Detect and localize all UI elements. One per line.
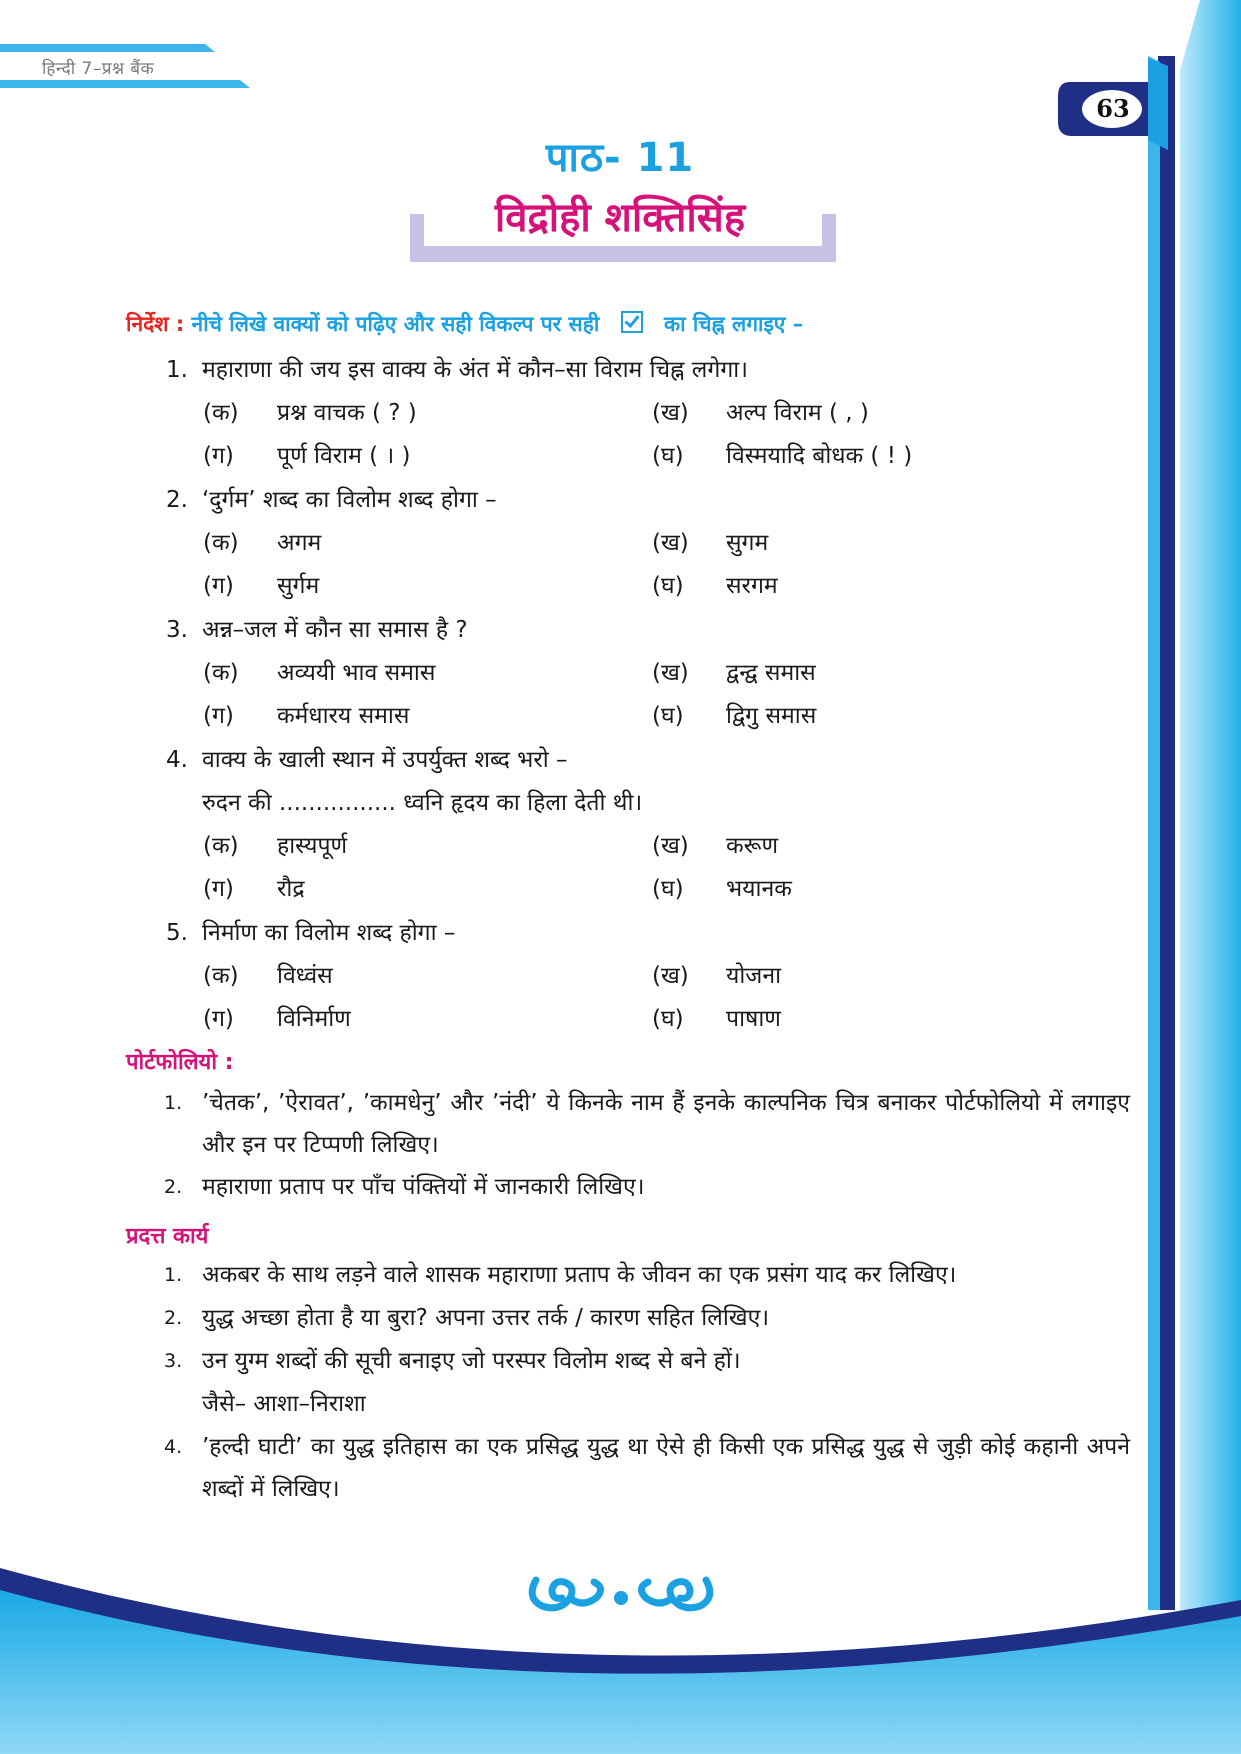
portfolio-item	[164, 1082, 1130, 1166]
option	[203, 871, 305, 903]
option-label: (क)	[203, 530, 239, 556]
option	[652, 525, 768, 557]
item-number: 2.	[164, 1176, 183, 1198]
assigned-item	[164, 1297, 1130, 1339]
instruction-label: निर्देश :	[126, 312, 185, 336]
assigned-work-heading: प्रदत्त कार्य	[126, 1224, 209, 1249]
option-label: (ग)	[203, 443, 234, 469]
item-number: 1.	[164, 1264, 183, 1286]
option-label: (ग)	[203, 703, 234, 729]
assigned-item	[164, 1426, 1130, 1510]
item-number: 2.	[164, 1307, 183, 1329]
item-text: उन युग्म शब्दों की सूची बनाइए जो परस्पर विलोम शब्द से बने हों।	[202, 1348, 741, 1374]
option-text: हास्यपूर्ण	[277, 833, 348, 859]
option-label: (क)	[203, 963, 239, 989]
option-label: (ख)	[652, 833, 689, 859]
option	[203, 438, 410, 470]
question-5	[166, 915, 455, 947]
option-label: (घ)	[652, 443, 684, 469]
option	[203, 568, 319, 600]
portfolio-item	[164, 1166, 1130, 1208]
question-number: 4.	[166, 747, 188, 773]
question-text: महाराणा की जय इस वाक्य के अंत में कौन–सा विराम चिह्न लगेगा।	[202, 357, 748, 383]
option-text: सुगम	[726, 530, 769, 556]
option-text: विस्मयादि बोधक ( ! )	[726, 443, 913, 469]
item-text: ’चेतक’, ’ऐरावत’, ’कामधेनु’ और ’नंदी’ ये किनके नाम हैं इनके काल्पनिक चित्र बनाकर पोर्टफोलियो में लगाइए और इन पर टिप्पणी लिखिए।	[202, 1090, 1130, 1158]
option-label: (ग)	[203, 573, 234, 599]
option-text: विनिर्माण	[277, 1006, 351, 1032]
question-text: ‘दुर्गम’ शब्द का विलोम शब्द होगा –	[202, 487, 497, 513]
option-text: भयानक	[726, 876, 792, 902]
option-label: (क)	[203, 400, 239, 426]
option-text: अव्ययी भाव समास	[277, 660, 436, 686]
option-text: योजना	[726, 963, 782, 989]
instruction-line	[126, 310, 803, 338]
option-text: द्वन्द्व समास	[726, 660, 816, 686]
option	[652, 871, 792, 903]
assigned-item	[164, 1340, 1130, 1382]
option-label: (ख)	[652, 963, 689, 989]
option-text: सरगम	[726, 573, 778, 599]
option	[652, 698, 816, 730]
option-text: कर्मधारय समास	[277, 703, 410, 729]
option-text: अल्प विराम ( , )	[726, 400, 869, 426]
question-3	[166, 612, 468, 644]
option-text: रौद्र	[277, 876, 305, 902]
option	[652, 958, 781, 990]
option	[203, 698, 409, 730]
option-label: (घ)	[652, 573, 684, 599]
question-text: वाक्य के खाली स्थान में उपर्युक्त शब्द भरो –	[202, 747, 568, 773]
option-text: द्विगु समास	[726, 703, 817, 729]
page-number: 63	[1096, 94, 1130, 123]
item-number: 1.	[164, 1092, 183, 1114]
option	[652, 828, 778, 860]
option	[203, 395, 417, 427]
item-number: 4.	[164, 1436, 183, 1458]
item-text: महाराणा प्रताप पर पाँच पंक्तियों में जानकारी लिखिए।	[202, 1174, 645, 1200]
lesson-number: पाठ- 11	[545, 135, 695, 181]
item-text: अकबर के साथ लड़ने वाले शासक महाराणा प्रताप के जीवन का एक प्रसंग याद कर लिखिए।	[202, 1262, 957, 1288]
option-text: विध्वंस	[277, 963, 333, 989]
option-text: प्रश्न वाचक ( ? )	[277, 400, 417, 426]
option-label: (ख)	[652, 660, 689, 686]
option	[203, 958, 333, 990]
question-number: 2.	[166, 487, 188, 513]
option-label: (ख)	[652, 530, 689, 556]
item-text: युद्ध अच्छा होता है या बुरा? अपना उत्तर तर्क / कारण सहित लिखिए।	[202, 1305, 770, 1331]
question-2	[166, 482, 497, 514]
option	[652, 438, 912, 470]
question-1	[166, 352, 748, 384]
option-label: (क)	[203, 660, 239, 686]
portfolio-heading: पोर्टफोलियो :	[126, 1050, 234, 1075]
option-label: (क)	[203, 833, 239, 859]
instruction-text-after: का चिह्न लगाइए –	[663, 312, 804, 336]
assigned-item	[164, 1254, 1130, 1296]
option-text: पाषाण	[726, 1006, 781, 1032]
question-4	[166, 742, 568, 774]
option-text: अगम	[277, 530, 322, 556]
option-label: (घ)	[652, 703, 684, 729]
option	[652, 655, 816, 687]
lesson-title: विद्रोही शक्तिसिंह	[494, 195, 746, 241]
option	[652, 395, 869, 427]
question-number: 1.	[166, 357, 188, 383]
option-label: (ग)	[203, 1006, 234, 1032]
option	[203, 1001, 351, 1033]
ornament-icon	[526, 1568, 716, 1618]
question-text: अन्न–जल में कौन सा समास है ?	[202, 617, 468, 643]
item-number: 3.	[164, 1350, 183, 1372]
option-text: करूण	[726, 833, 779, 859]
option-text: पूर्ण विराम ( । )	[277, 443, 411, 469]
option	[652, 1001, 781, 1033]
item-text: ’हल्दी घाटी’ का युद्ध इतिहास का एक प्रसिद्ध युद्ध था ऐसे ही किसी एक प्रसिद्ध युद्ध से जुड़ी कोई कहानी अपने शब्दों में लिखिए।	[202, 1434, 1130, 1502]
option-label: (घ)	[652, 1006, 684, 1032]
question-number: 5.	[166, 920, 188, 946]
option	[203, 828, 347, 860]
instruction-text: नीचे लिखे वाक्यों को पढ़िए और सही विकल्प पर सही	[191, 312, 600, 336]
check-box-icon	[621, 311, 643, 333]
assigned-item-example: जैसे– आशा–निराशा	[202, 1391, 366, 1417]
question-sentence: रुदन की ................ ध्वनि हृदय का हिला देती थी।	[202, 790, 643, 816]
option-label: (ख)	[652, 400, 689, 426]
option	[652, 568, 778, 600]
book-header-title: हिन्दी 7–प्रश्न बैंक	[42, 59, 155, 79]
option-text: सुर्गम	[277, 573, 320, 599]
option-label: (घ)	[652, 876, 684, 902]
option	[203, 655, 435, 687]
question-text: निर्माण का विलोम शब्द होगा –	[202, 920, 456, 946]
option-label: (ग)	[203, 876, 234, 902]
option	[203, 525, 321, 557]
question-number: 3.	[166, 617, 188, 643]
